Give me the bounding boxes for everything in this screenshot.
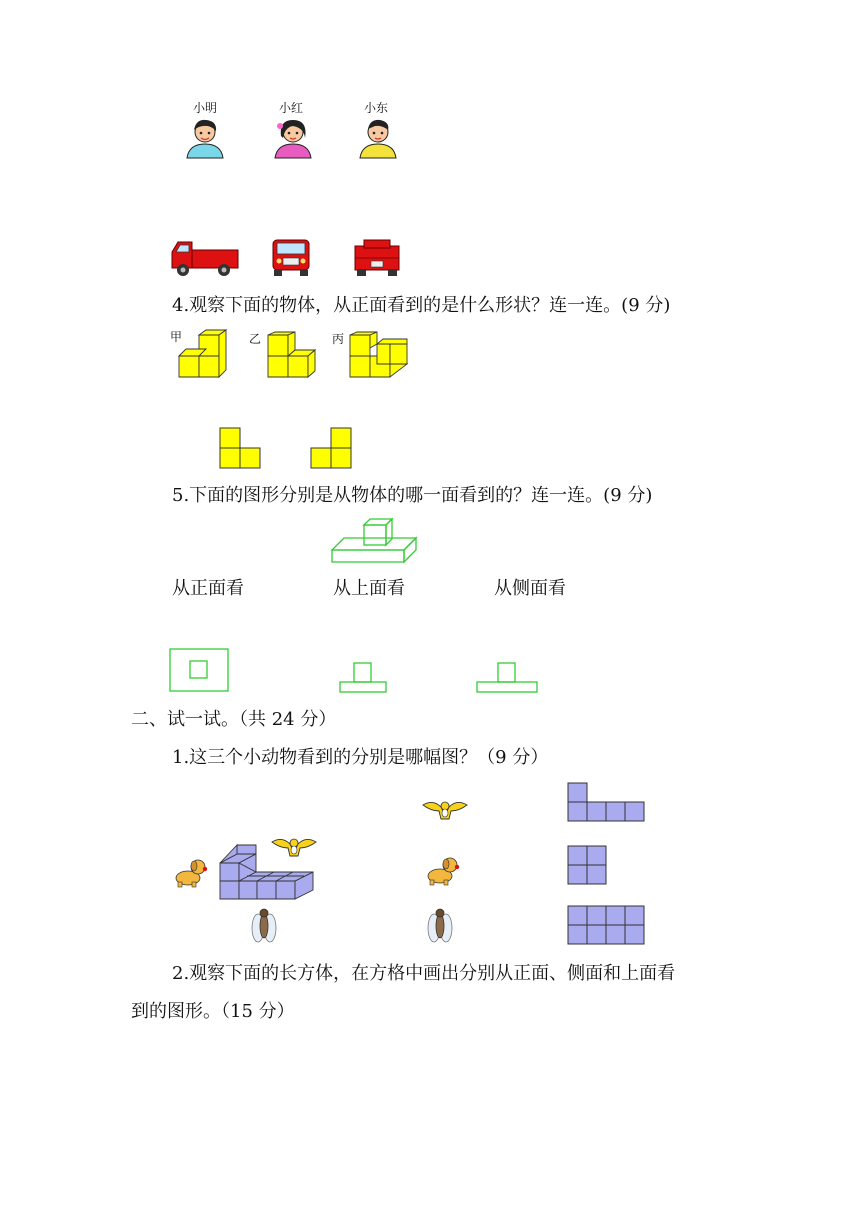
- kid-label-xiaodong: 小东: [364, 101, 389, 115]
- view-label-top: 从上面看: [333, 578, 405, 599]
- cube-stack-bing: [349, 332, 411, 378]
- view-label-side: 从侧面看: [494, 578, 566, 599]
- green-view-small-t: [339, 662, 389, 694]
- section-2-question-2-line-2: 到的图形。（15 分）: [131, 1001, 295, 1022]
- cube-stack-jia: [178, 330, 230, 378]
- green-block-object: [330, 518, 422, 566]
- purple-grid-2x2: [567, 845, 609, 887]
- section-2-question-1: 1.这三个小动物看到的分别是哪幅图？（9 分）: [172, 747, 549, 768]
- section-2-title: 二、试一试。（共 24 分）: [131, 709, 337, 730]
- red-truck-side-view: [170, 236, 240, 278]
- fly-icon: [425, 906, 455, 948]
- green-view-wide-t: [476, 662, 540, 694]
- red-truck-front-view: [268, 236, 314, 278]
- front-view-shape-1: [219, 427, 263, 469]
- kid-label-xiaohong: 小红: [279, 101, 304, 115]
- dog-icon: [422, 854, 462, 886]
- red-truck-back-view: [352, 236, 402, 278]
- question-5-text: 5.下面的图形分别是从物体的哪一面看到的？连一连。(9 分): [172, 485, 653, 506]
- object-label-yi: 乙: [249, 332, 262, 346]
- boy-cyan-shirt-figure: [183, 116, 227, 160]
- purple-cube-structure: [219, 845, 321, 901]
- eagle-icon: [421, 795, 469, 823]
- dog-icon: [170, 856, 210, 888]
- object-label-bing: 丙: [332, 332, 345, 346]
- kid-label-xiaoming: 小明: [193, 101, 218, 115]
- section-2-question-2-line-1: 2.观察下面的长方体，在方格中画出分别从正面、侧面和上面看: [172, 963, 676, 984]
- question-4-text: 4.观察下面的物体，从正面看到的是什么形状？连一连。(9 分): [172, 295, 671, 316]
- purple-grid-l-shape: [567, 782, 647, 824]
- fly-icon: [249, 906, 279, 948]
- green-view-square: [169, 648, 231, 694]
- girl-pink-shirt-figure: [271, 116, 315, 160]
- front-view-shape-2: [310, 427, 354, 469]
- view-label-front: 从正面看: [172, 578, 244, 599]
- purple-grid-2x4: [567, 905, 647, 947]
- object-label-jia: 甲: [170, 330, 183, 344]
- boy-yellow-shirt-figure: [356, 116, 400, 160]
- cube-stack-yi: [267, 332, 319, 378]
